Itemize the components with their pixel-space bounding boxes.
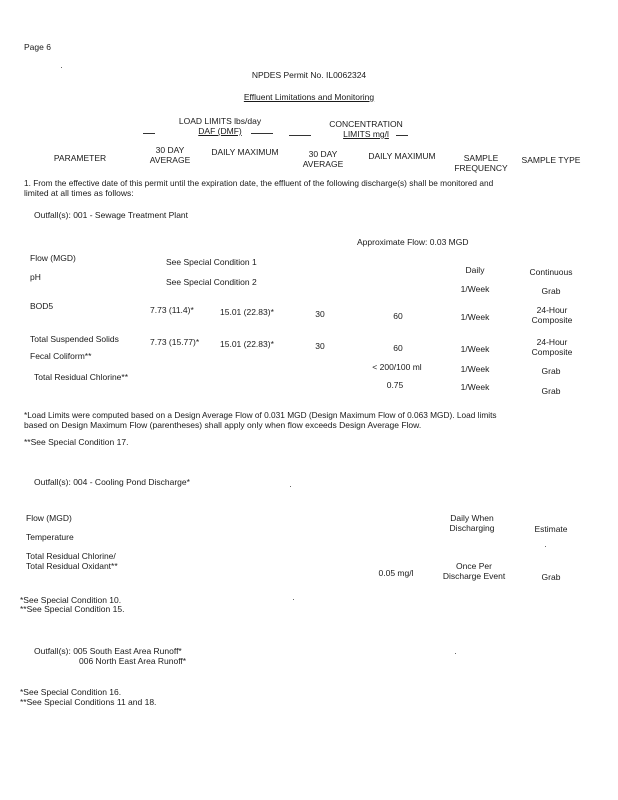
row-tss-type: 24-Hour Composite [531, 337, 573, 357]
footnote-load-limits-2: based on Design Maximum Flow (parentheses) shall apply only when flow exceeds Design Average Flow. [24, 420, 422, 430]
row-tss-concmax: 60 [393, 343, 403, 353]
row-chlorine-frequency: 1/Week [460, 382, 490, 392]
row-tss-conc30: 30 [315, 341, 325, 351]
row-bod-loadmax: 15.01 (22.83)* [220, 307, 274, 317]
row2-flow-type: Estimate [534, 524, 568, 534]
row-tss-param: Total Suspended Solids [30, 334, 119, 344]
row2-chlorine-param: Total Residual Chlorine/ [26, 551, 116, 561]
col-header-conc-30day: 30 DAY AVERAGE [302, 149, 344, 169]
row-fecal-concmax: < 200/100 ml [372, 362, 422, 372]
permit-title: NPDES Permit No. IL0062324 [251, 70, 367, 80]
scan-speck [293, 599, 294, 600]
row-chlorine-concmax: 0.75 [386, 380, 404, 390]
page-label: Page 6 [24, 42, 51, 52]
row-tss-loadmax: 15.01 (22.83)* [220, 339, 274, 349]
col-header-load-30day: 30 DAY AVERAGE [149, 145, 191, 165]
row-chlorine-param: Total Residual Chlorine** [34, 372, 129, 382]
col-header-load-max: DAILY MAXIMUM [211, 147, 279, 157]
row2-flow-param: Flow (MGD) [26, 513, 72, 523]
intro-line-2: limited at all times as follows: [24, 188, 134, 198]
section-title: Effluent Limitations and Monitoring [243, 92, 375, 102]
row2-flow-frequency: Daily When Discharging [449, 513, 495, 533]
footnote-special-10: *See Special Condition 10. [20, 595, 122, 605]
outfall-001-label: Outfall(s): 001 - Sewage Treatment Plant [34, 210, 189, 220]
outfall-005-label: Outfall(s): 005 South East Area Runoff* [34, 646, 182, 656]
row2-temperature-param: Temperature [26, 532, 74, 542]
row2-oxidant-type: Grab [541, 572, 561, 582]
row-fecal-param: Fecal Coliform** [30, 351, 92, 361]
load-limits-subheader: DAF (DMF) [198, 126, 242, 136]
header-rule [143, 133, 155, 134]
load-limits-header: LOAD LIMITS lbs/day [178, 116, 262, 126]
row-bod-concmax: 60 [393, 311, 403, 321]
col-header-parameter: PARAMETER [53, 153, 107, 163]
footnote-special-15: **See Special Condition 15. [20, 604, 125, 614]
footnote-special-16: *See Special Condition 16. [20, 687, 122, 697]
col-header-sample-type: SAMPLE TYPE [521, 155, 581, 165]
col-header-conc-max: DAILY MAXIMUM [368, 151, 436, 161]
footnote-special-17: **See Special Condition 17. [24, 437, 129, 447]
row2-oxidant-frequency: Once Per Discharge Event [442, 561, 506, 581]
row-tss-load30: 7.73 (15.77)* [150, 337, 200, 347]
footnote-special-11-18: **See Special Conditions 11 and 18. [20, 697, 157, 707]
row-chlorine-type: Grab [541, 386, 561, 396]
outfall-004-label: Outfall(s): 004 - Cooling Pond Discharge* [34, 477, 190, 487]
row-fecal-frequency: 1/Week [460, 364, 490, 374]
row-flow-special: See Special Condition 1 [166, 257, 257, 267]
row2-oxidant-param: Total Residual Oxidant** [26, 561, 118, 571]
row-bod-load30: 7.73 (11.4)* [150, 305, 194, 315]
row-fecal-type: Grab [541, 366, 561, 376]
scan-speck [290, 486, 291, 487]
header-rule [251, 133, 273, 134]
row-bod-param: BOD5 [30, 301, 54, 311]
row-ph-frequency: 1/Week [460, 284, 490, 294]
concentration-subheader: LIMITS mg/l [343, 129, 389, 139]
row-ph-param: pH [30, 272, 41, 282]
header-rule [289, 135, 311, 136]
scan-speck [455, 653, 456, 654]
row-ph-special: See Special Condition 2 [166, 277, 257, 287]
row-ph-type: Grab [541, 286, 561, 296]
row-flow-frequency: Daily [465, 265, 485, 275]
row-bod-type: 24-Hour Composite [531, 305, 573, 325]
footnote-load-limits-1: *Load Limits were computed based on a Design Average Flow of 0.031 MGD (Design Maximum Flow of 0.063 MGD). Load limits [24, 410, 497, 420]
approximate-flow: Approximate Flow: 0.03 MGD [357, 237, 469, 247]
intro-line-1: 1. From the effective date of this permit until the expiration date, the effluent of the following discharge(s) shall be monitored and [24, 178, 494, 188]
row-bod-frequency: 1/Week [460, 312, 490, 322]
row-bod-conc30: 30 [315, 309, 325, 319]
row-flow-type: Continuous [529, 267, 573, 277]
scan-speck [61, 67, 62, 68]
concentration-header: CONCENTRATION [329, 119, 403, 129]
row-tss-frequency: 1/Week [460, 344, 490, 354]
header-rule [396, 135, 408, 136]
col-header-sample-frequency: SAMPLE FREQUENCY [454, 153, 508, 173]
row-flow-param: Flow (MGD) [30, 253, 76, 263]
outfall-006-label: 006 North East Area Runoff* [79, 656, 187, 666]
row2-oxidant-concmax: 0.05 mg/l [378, 568, 414, 578]
scan-speck [545, 546, 546, 547]
